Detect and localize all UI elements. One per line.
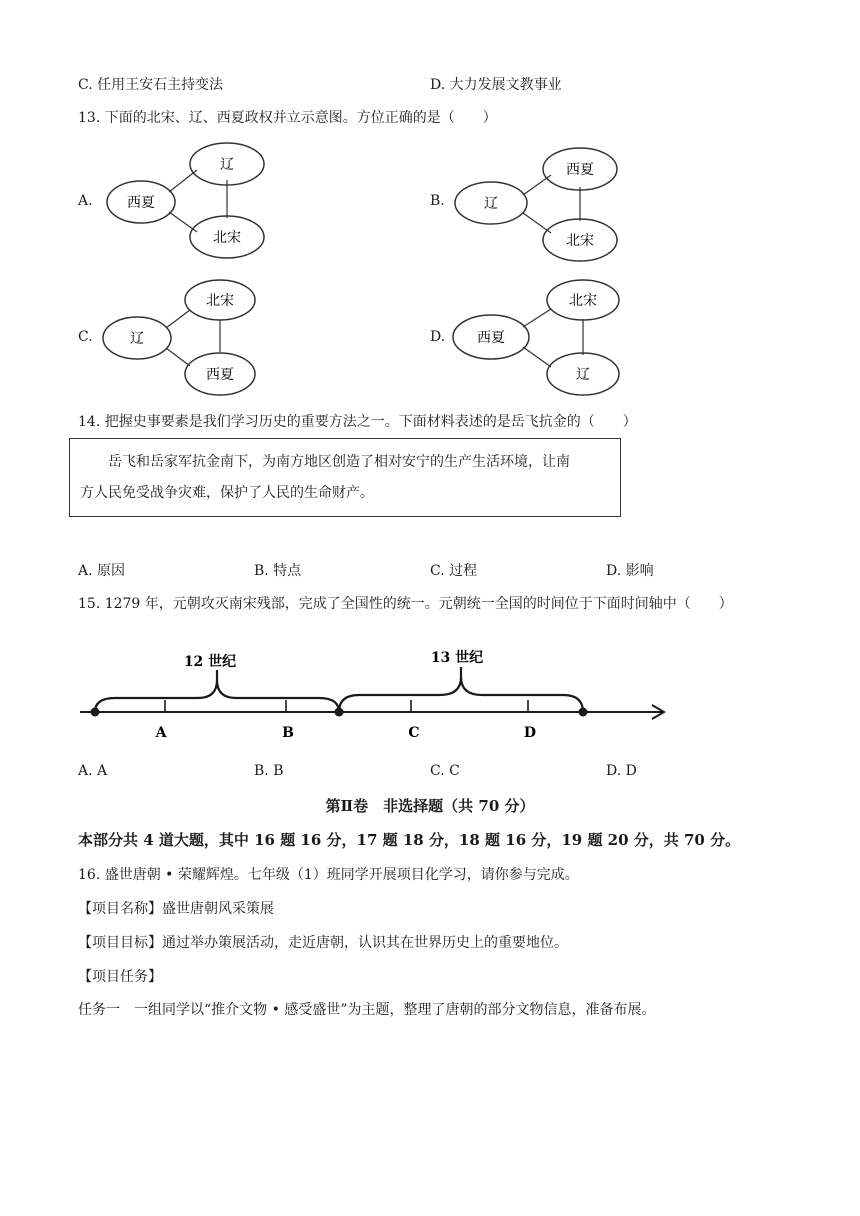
q13-option-d-label: D.: [430, 329, 446, 345]
point-b: B: [282, 725, 294, 741]
diagram-b-bottom: 北宋: [566, 233, 594, 249]
q15-stem: 15. 1279 年，元朝攻灭南宋残部，完成了全国性的统一。元朝统一全国的时间位于下面时间轴中（ ）: [78, 596, 733, 612]
century-13-label: 13 世纪: [430, 650, 484, 666]
q15-timeline: [70, 640, 680, 754]
q13-diagram-a: [105, 140, 275, 269]
q15-option-b: B. B: [254, 763, 284, 779]
diagram-c-left: 辽: [130, 331, 144, 347]
diagram-a-top: 辽: [220, 157, 234, 173]
diagram-c-top: 北宋: [206, 293, 234, 309]
diagram-a-bottom: 北宋: [213, 230, 241, 246]
diagram-a-left: 西夏: [127, 195, 155, 211]
diagram-d-bottom: 辽: [576, 367, 590, 383]
q14-option-a: A. 原因: [78, 563, 126, 579]
q15-option-d: D. D: [606, 763, 637, 779]
diagram-b-left: 辽: [484, 196, 498, 212]
part2-title: 第Ⅱ卷 非选择题（共 70 分）: [325, 797, 535, 815]
q14-option-c: C. 过程: [430, 563, 478, 579]
q13-option-c-label: C.: [78, 329, 93, 345]
q14-material-box: [69, 438, 621, 517]
q14-stem: 14. 把握史事要素是我们学习历史的重要方法之一。下面材料表述的是岳飞抗金的（ ）: [78, 414, 637, 430]
q16-project-goal: 【项目目标】通过举办策展活动，走近唐朝，认识其在世界历史上的重要地位。: [78, 935, 568, 951]
q13-option-b-label: B.: [430, 193, 445, 209]
q13-stem: 13. 下面的北宋、辽、西夏政权并立示意图。方位正确的是（ ）: [78, 110, 497, 126]
point-a: A: [155, 725, 167, 741]
q15-option-c: C. C: [430, 763, 460, 779]
q14-option-d: D. 影响: [606, 563, 654, 579]
q16-project-name: 【项目名称】盛世唐朝风采策展: [78, 901, 274, 917]
diagram-d-top: 北宋: [569, 293, 597, 309]
q16-stem: 16. 盛世唐朝 • 荣耀辉煌。七年级（1）班同学开展项目化学习，请你参与完成。: [78, 867, 579, 883]
q13-diagram-d: [451, 279, 626, 403]
q14-option-b: B. 特点: [254, 563, 302, 579]
point-c: C: [408, 725, 420, 741]
q13-diagram-c: [102, 278, 262, 404]
q14-material-line1: 岳飞和岳家军抗金南下，为南方地区创造了相对安宁的生产生活环境，让南: [108, 454, 570, 470]
q12-option-c: C. 任用王安石主持变法: [78, 77, 224, 93]
part2-intro: 本部分共 4 道大题，其中 16 题 16 分，17 题 18 分，18 题 16 分，19 题 20 分，共 70 分。: [78, 831, 741, 849]
q15-option-a: A. A: [78, 763, 108, 779]
century-12-label: 12 世纪: [183, 654, 237, 670]
q12-option-d: D. 大力发展文教事业: [430, 77, 562, 93]
q13-option-a-label: A.: [78, 193, 93, 209]
diagram-c-bottom: 西夏: [206, 367, 234, 383]
point-d: D: [523, 725, 537, 741]
q16-task1: 任务一 一组同学以“推介文物 • 感受盛世”为主题，整理了唐朝的部分文物信息，准备布展。: [78, 1002, 656, 1018]
diagram-b-top: 西夏: [566, 162, 594, 178]
q16-task-header: 【项目任务】: [78, 969, 162, 985]
diagram-d-left: 西夏: [477, 330, 505, 346]
q14-material-line2: 方人民免受战争灾难，保护了人民的生命财产。: [80, 485, 374, 501]
q13-diagram-b: [453, 145, 628, 269]
